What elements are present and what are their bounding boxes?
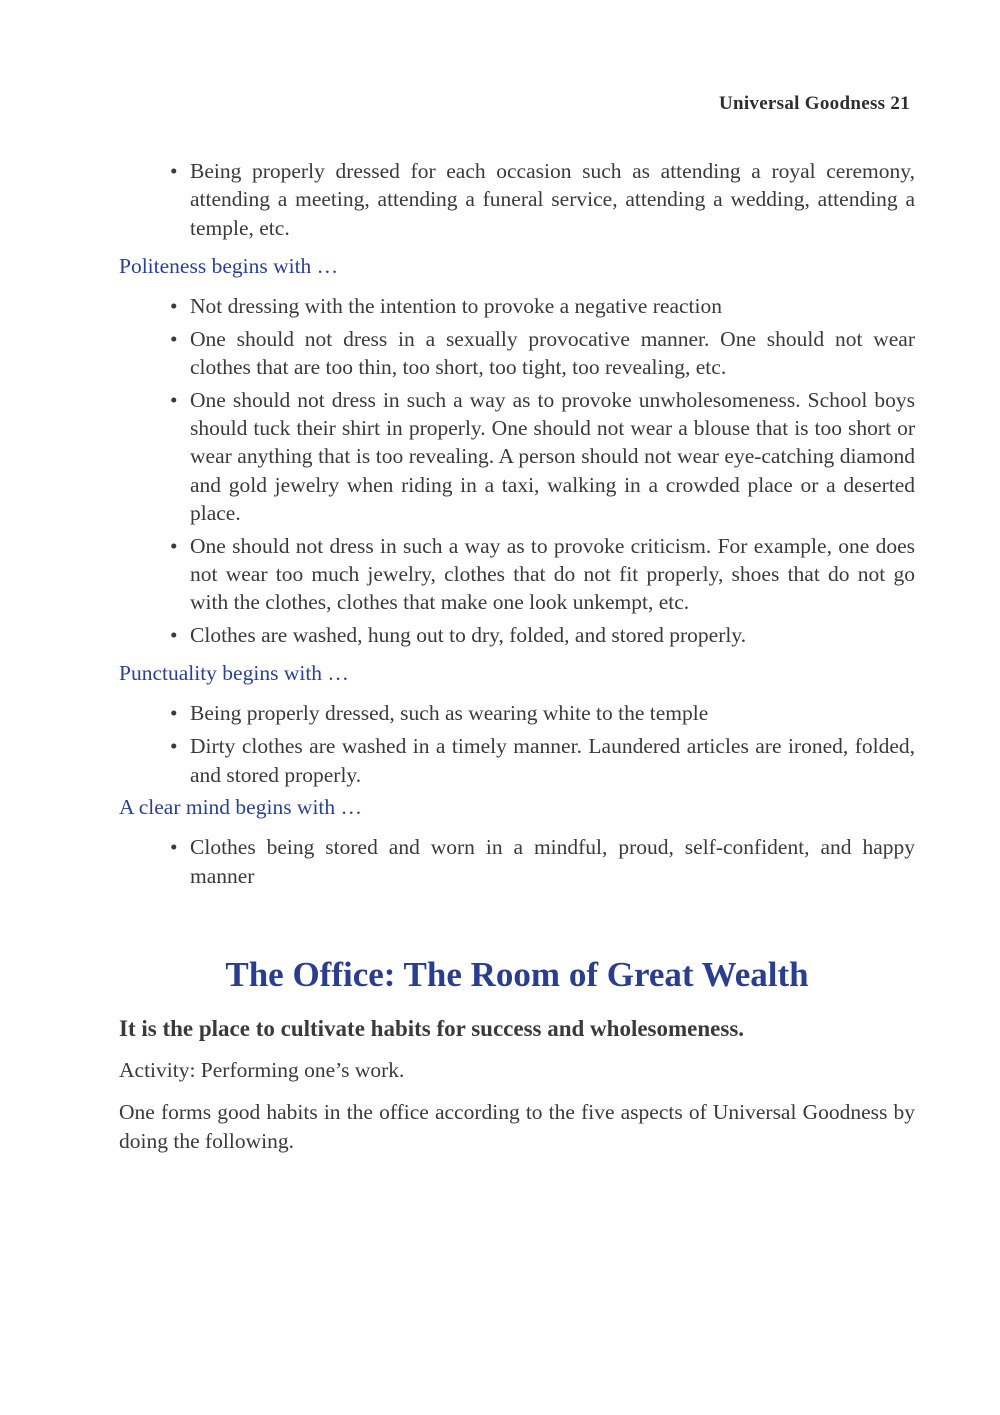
page-number: 21 — [890, 93, 910, 114]
punctuality-bullet-list — [119, 699, 915, 788]
list-item: • One should not dress in such a way as to provoke criticism. For example, one does not wear too much jewelry, clothes that do not fit properly, shoes that do not go with the clothes, clothes that make one look unkempt, etc. — [190, 532, 915, 617]
section-lead: It is the place to cultivate habits for success and wholesomeness. — [119, 1015, 745, 1041]
intro-paragraph: One forms good habits in the office according to the five aspects of Universal Goodness by doing the following. — [119, 1100, 915, 1153]
list-item: • Dirty clothes are washed in a timely manner. Laundered articles are ironed, folded, and stored properly. — [190, 732, 915, 789]
punctuality-heading: Punctuality begins with … — [119, 661, 349, 686]
list-item: • One should not dress in a sexually provocative manner. One should not wear clothes that are too thin, too short, too tight, too revealing, etc. — [190, 325, 915, 382]
list-item: • Being properly dressed for each occasion such as attending a royal ceremony, attending a meeting, attending a funeral service, attending a wedding, attending a temple, etc. — [190, 157, 915, 242]
list-item: • Not dressing with the intention to provoke a negative reaction — [190, 292, 915, 320]
list-item: • Clothes being stored and worn in a mindful, proud, self-confident, and happy manner — [190, 833, 915, 890]
politeness-heading: Politeness begins with … — [119, 253, 339, 278]
list-item: • Clothes are washed, hung out to dry, folded, and stored properly. — [190, 621, 915, 649]
politeness-bullet-list — [119, 292, 915, 650]
page-body — [119, 157, 915, 1155]
list-item: • Being properly dressed, such as wearing white to the temple — [190, 699, 915, 727]
clear-mind-heading: A clear mind begins with … — [119, 795, 363, 820]
clear-mind-bullet-list — [119, 833, 915, 890]
section-title: The Office: The Room of Great Wealth — [225, 954, 809, 994]
continued-bullet-list — [119, 157, 915, 242]
running-title: Universal Goodness — [718, 93, 886, 114]
activity-line: Activity: Performing one’s work. — [119, 1057, 405, 1082]
list-item: • One should not dress in such a way as to provoke unwholesomeness. School boys should tuck their shirt in properly. One should not wear a blouse that is too short or wear anything that is too revealing. A person should not wear eye-catching diamond and gold jewelry when riding in a taxi, walking in a crowded place or a deserted place. — [190, 386, 915, 527]
running-header — [719, 93, 910, 115]
